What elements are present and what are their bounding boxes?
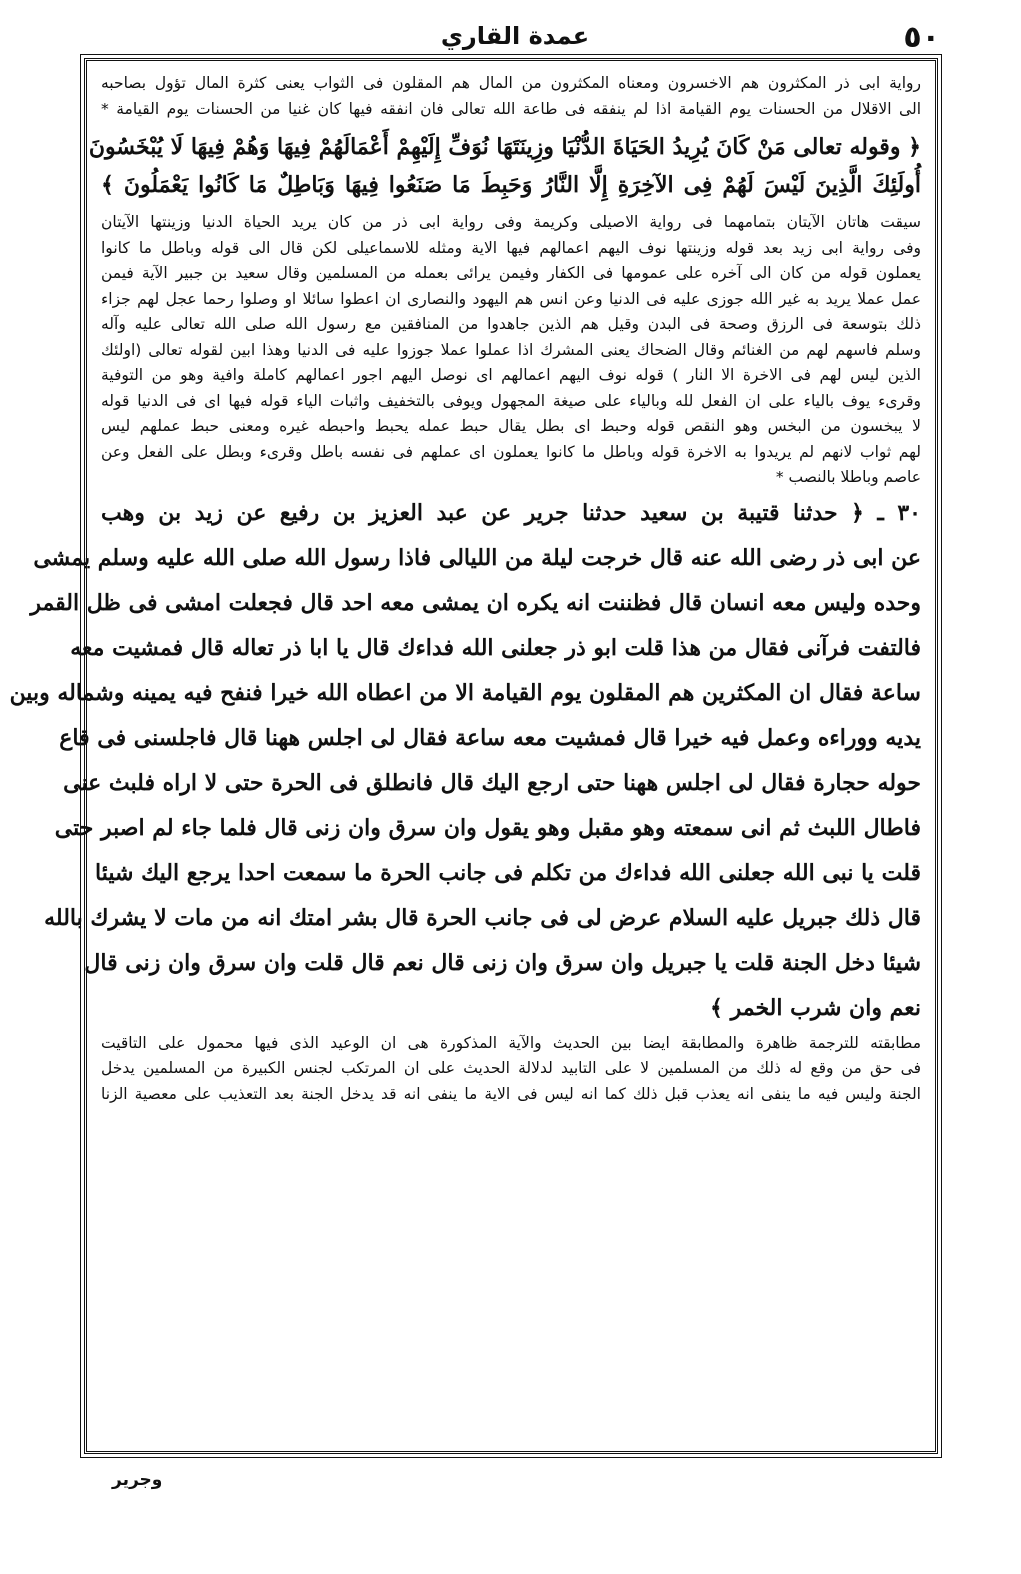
text-line: يعملون قوله من كان الى آخره على عمومها فى الكفار وفيمن يرائى بعمله من المسلمين وقال سعيد بن جبير الآية فيمن bbox=[101, 264, 921, 282]
commentary-middle bbox=[101, 210, 921, 491]
hadith-line: قلت يا نبى الله جعلنى الله فداءك من تكلم فى جانب الحرة ما سمعت احدا يرجع اليك شيئا bbox=[95, 859, 921, 886]
catchword: وجرير bbox=[112, 1470, 163, 1490]
hadith-line: عن ابى ذر رضى الله عنه قال خرجت ليلة من الليالى فاذا رسول الله صلى الله عليه وسلم يمشى bbox=[33, 544, 921, 571]
running-title: عمدة القاري bbox=[440, 22, 590, 50]
text-line: الى الاقلال من الحسنات يوم القيامة اذا لم ينفقه فى طاعة الله تعالى فان انفقه فيها كان غنيا من الحسنات يوم القيامة * bbox=[101, 99, 921, 118]
text-line: لهم ثواب لانهم لم يريدوا به الاخرة قوله وباطل ما كانوا يعملون اى عملهم فى نفسه باطل وقرىء وبطل على الفعل وعن bbox=[101, 442, 921, 461]
text-line: عاصم وباطلا بالنصب * bbox=[775, 468, 921, 486]
verse-line: أُولَئِكَ الَّذِينَ لَيْسَ لَهُمْ فِى الآخِرَةِ إِلَّا النَّارُ وَحَبِطَ مَا صَنَعُوا فِيهَا وَبَاطِلٌ مَا كَانُوا يَعْمَلُونَ ﴾ bbox=[101, 172, 921, 198]
text-line: عمل عملا يريد به غير الله جوزى عليه فى الدنيا وعن انس هم اليهود والنصارى ان اعطوا سائلا او وصلوا رحما عجل لهم جزاء bbox=[101, 289, 921, 308]
hadith-line: وحده وليس معه انسان قال فظننت انه يكره ان يمشى معه احد قال فجعلت امشى فى ظل القمر bbox=[30, 589, 921, 616]
text-line: سيقت هاتان الآيتان بتمامهما فى رواية الاصيلى وكريمة وفى رواية ابى ذر من كان يريد الحياة الدنيا وزينتها الآيتان bbox=[101, 213, 921, 231]
text-line: وسلم فاسهم لهم من الغنائم وقال الضحاك يعنى المشرك اذا عملوا عملا جوزوا عليه فى الدنيا وهذا ابين لقوله تعالى (اولئك bbox=[101, 340, 921, 359]
page-number: ٥٠ bbox=[903, 20, 940, 55]
text-line: رواية ابى ذر المكثرون هم الاخسرون ومعناه المكثرون من المال هم المقلون فى الثواب يعنى كثرة المال تؤول بصاحبه bbox=[101, 74, 921, 92]
hadith-line: يديه ووراءه وعمل فيه خيرا قال فمشيت معه ساعة فقال لى اجلس ههنا قال فاجلسنى فى قاع bbox=[59, 724, 921, 751]
hadith-line: فالتفت فرآنى فقال من هذا قلت ابو ذر جعلنى الله فداءك قال يا ابا ذر تعاله قال فمشيت معه bbox=[70, 634, 921, 661]
text-line: لا يبخسون من البخس وهو النقص قوله وحبط اى بطل يقال حبط عمله يحبط واحبطه غيره ومعنى حبط عملهم ليس bbox=[101, 417, 921, 435]
text-line: الذين ليس لهم فى الاخرة الا النار ) قوله نوف اليهم اعمالهم اى نوصل اليهم اجور اعمالهم كاملة وافية وهو من التوفية bbox=[101, 366, 921, 384]
hadith-line: قال ذلك جبريل عليه السلام عرض لى فى جانب الحرة قال بشر امتك انه من مات لا يشرك بالله bbox=[44, 904, 921, 931]
hadith-line: ٣٠ ـ ﴿ حدثنا قتيبة بن سعيد حدثنا جرير عن عبد العزيز بن رفيع عن زيد بن وهب bbox=[101, 499, 921, 526]
hadith-line: نعم وان شرب الخمر ﴾ bbox=[710, 994, 921, 1021]
text-line: وقرىء يوف بالياء على ان الفعل لله وبالياء على صيغة المجهول ويوفى بالتخفيف واثبات الياء قوله فيها اى فى الدنيا قوله bbox=[101, 391, 921, 410]
verse-line: ﴿ وقوله تعالى مَنْ كَانَ يُرِيدُ الحَيَاةَ الدُّنْيَا وزِينَتَهَا نُوَفِّ إِلَيْهِمْ أَعْمَالَهُمْ فِيهَا وَهُمْ فِيهَا لَا يُبْخَسُونَ bbox=[88, 134, 921, 160]
text-line: ذلك بتوسعة فى الرزق وصحة فى البدن وقيل هم الذين جاهدوا من المنافقين مع رسول الله صلى الله تعالى عليه وآله bbox=[101, 315, 921, 333]
hadith-line: حوله حجارة فقال لى اجلس ههنا حتى ارجع اليك قال فانطلق فى الحرة حتى لا اراه فلبث عنى bbox=[63, 769, 921, 796]
commentary-top bbox=[101, 71, 921, 122]
page-content bbox=[9, 71, 921, 1445]
hadith-line: فاطال اللبث ثم انى سمعته وهو مقبل وهو يقول وان سرق وان زنى قال فلما جاء لم اصبر حتى bbox=[54, 814, 921, 841]
text-line: فى حق من وقع له ذلك من المسلمين لا على التابيد لدلالة الحديث على ان المرتكب لجنس الكبيرة من المسلمين يدخل bbox=[101, 1059, 921, 1077]
page-header bbox=[90, 18, 940, 60]
hadith-line: شيئا دخل الجنة قلت يا جبريل وان سرق وان زنى قال نعم قال قلت وان سرق وان زنى قال bbox=[84, 949, 921, 976]
text-line: الجنة وليس فيه ما ينفى انه يعذب قبل ذلك كما انه ليس فى الاية ما ينفى انه قد يدخل الجنة بعد التعذيب على معصية الزنا bbox=[101, 1084, 921, 1103]
quran-verse bbox=[88, 128, 921, 204]
hadith-text bbox=[9, 491, 921, 1031]
text-frame bbox=[9, 58, 938, 1454]
text-line: مطابقته للترجمة ظاهرة والمطابقة ايضا بين الحديث والآية المذكورة هى ان الوعيد الذى فيها محمول على التاقيت bbox=[101, 1033, 921, 1052]
commentary-bottom bbox=[101, 1031, 921, 1108]
hadith-line: ساعة فقال ان المكثرين هم المقلون يوم القيامة الا من اعطاه الله خيرا فنفح فيه يمينه وشماله وبين bbox=[9, 679, 921, 706]
text-line: وفى رواية ابى زيد بعد قوله وزينتها نوف اليهم اعمالهم فيها الاية ومثله للاسماعيلى لكن قال الى قوله وباطل ما كانوا bbox=[101, 238, 921, 257]
